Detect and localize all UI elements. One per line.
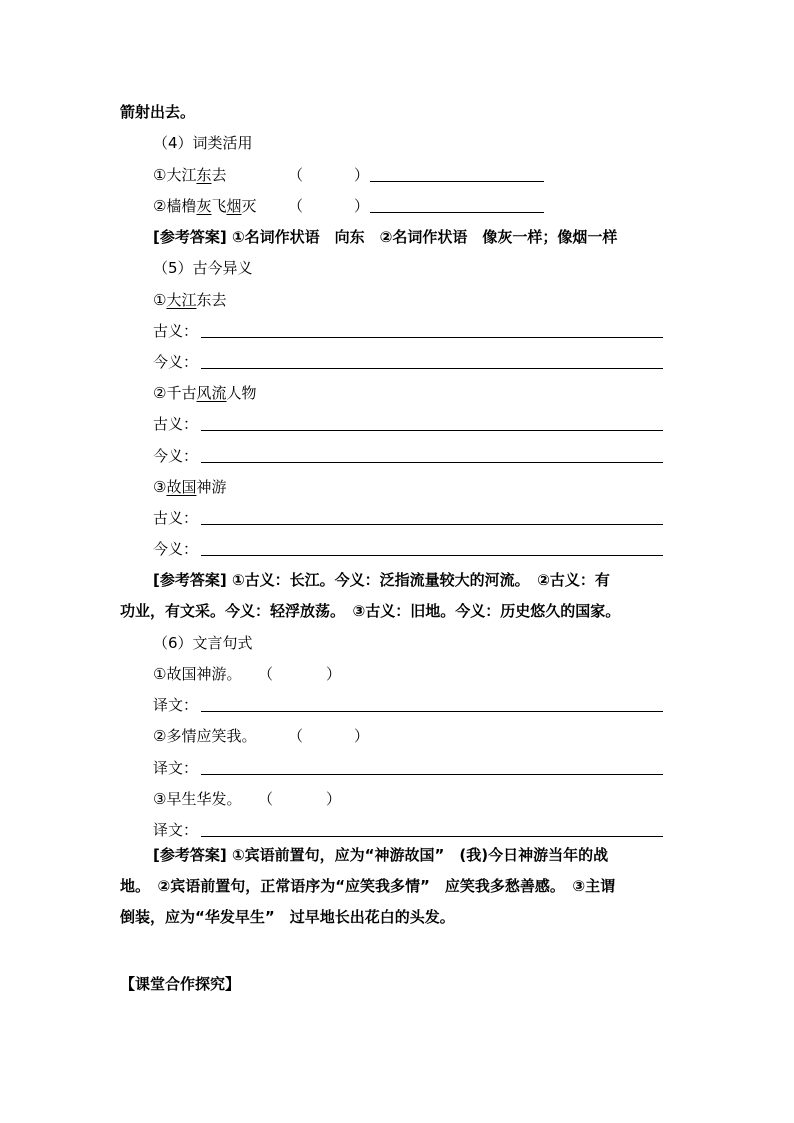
s4-q1-post: 去 bbox=[211, 166, 227, 184]
s5-q1-gu-line[interactable] bbox=[201, 337, 663, 338]
s6-answer-text-1: ①宾语前置句，应为“神游故国” (我)今日神游当年的战 bbox=[231, 846, 609, 864]
s5-q2-key: 风流 bbox=[196, 384, 227, 402]
s4-q1-num: ① bbox=[153, 166, 167, 184]
s4-answer-tag: [参考答案] bbox=[153, 228, 227, 246]
s5-q2-jin-line[interactable] bbox=[201, 462, 663, 463]
s5-q1-post: 东去 bbox=[196, 291, 227, 309]
s5-q3-gu-label: 古义： bbox=[153, 509, 199, 527]
s4-q2-key2: 烟 bbox=[226, 197, 242, 215]
s5-q1-jin-label: 今义： bbox=[153, 353, 199, 371]
s5-q3-key: 故国 bbox=[166, 478, 197, 496]
s4-q1-answer-line[interactable] bbox=[370, 181, 544, 182]
s6-q3-paren-close: ） bbox=[326, 790, 342, 808]
s4-q2-paren-close: ） bbox=[354, 197, 370, 215]
s5-heading: （5）古今异义 bbox=[153, 259, 253, 277]
s4-q1-pre: 大江 bbox=[166, 166, 197, 184]
s4-q2-num: ② bbox=[153, 197, 167, 215]
s5-q2-post: 人物 bbox=[226, 384, 257, 402]
s6-q3-paren-open: （ bbox=[258, 790, 274, 808]
s6-q2-paren-close: ） bbox=[354, 727, 370, 745]
s5-question-2 bbox=[153, 383, 257, 403]
section-title: 【课堂合作探究】 bbox=[120, 975, 241, 993]
s6-q2-yi-line[interactable] bbox=[201, 774, 663, 775]
s5-q2-pre: 千古 bbox=[166, 384, 197, 402]
s6-q1-paren-close: ） bbox=[326, 665, 342, 683]
s6-q2-yi-label: 译文： bbox=[153, 759, 199, 777]
s6-q3-yi-label: 译文： bbox=[153, 821, 199, 839]
s6-answer-line-3: 倒装，应为“华发早生” 过早地长出花白的头发。 bbox=[120, 908, 455, 926]
s4-answer-text: ①名词作状语 向东 ②名词作状语 像灰一样；像烟一样 bbox=[231, 228, 618, 246]
s4-answer bbox=[153, 227, 617, 247]
s4-q2-key1: 灰 bbox=[196, 197, 212, 215]
s5-q3-post: 神游 bbox=[196, 478, 227, 496]
s5-q1-num: ① bbox=[153, 291, 167, 309]
s6-q1-yi-label: 译文： bbox=[153, 696, 199, 714]
s6-question-3: ③早生华发。 bbox=[153, 790, 242, 808]
s4-q1-paren-close: ） bbox=[354, 166, 370, 184]
s5-question-3 bbox=[153, 477, 226, 497]
s6-heading: （6）文言句式 bbox=[153, 634, 253, 652]
s6-answer-line-1 bbox=[153, 845, 608, 865]
s5-q1-jin-line[interactable] bbox=[201, 368, 663, 369]
s4-q2-pre: 樯橹 bbox=[166, 197, 197, 215]
s5-q1-key: 大江 bbox=[166, 291, 197, 309]
s5-q2-gu-line[interactable] bbox=[201, 430, 663, 431]
s4-q1-key: 东 bbox=[196, 166, 212, 184]
s6-q3-yi-line[interactable] bbox=[201, 836, 663, 837]
s4-question-2 bbox=[153, 196, 257, 216]
s4-q2-post: 灭 bbox=[241, 197, 257, 215]
s5-q3-jin-label: 今义： bbox=[153, 540, 199, 558]
s5-q3-num: ③ bbox=[153, 478, 167, 496]
carryover-text: 箭射出去。 bbox=[120, 103, 196, 121]
s5-answer-line-2: 功业，有文采。今义：轻浮放荡。 ③古义：旧地。今义：历史悠久的国家。 bbox=[120, 602, 621, 620]
s6-q1-yi-line[interactable] bbox=[201, 711, 663, 712]
s4-q2-mid: 飞 bbox=[211, 197, 227, 215]
s5-q2-gu-label: 古义： bbox=[153, 415, 199, 433]
s5-q3-gu-line[interactable] bbox=[201, 524, 663, 525]
s4-question-1 bbox=[153, 165, 227, 185]
s4-q2-answer-line[interactable] bbox=[370, 212, 544, 213]
s5-q3-jin-line[interactable] bbox=[201, 555, 663, 556]
s6-answer-line-2: 地。 ②宾语前置句，正常语序为“应笑我多情” 应笑我多愁善感。 ③主谓 bbox=[120, 877, 616, 895]
s5-q2-num: ② bbox=[153, 384, 167, 402]
s6-question-1: ①故国神游。 bbox=[153, 665, 242, 683]
s5-q2-jin-label: 今义： bbox=[153, 447, 199, 465]
s5-answer-text-1: ①古义：长江。今义：泛指流量较大的河流。 ②古义：有 bbox=[231, 571, 610, 589]
s4-heading: （4）词类活用 bbox=[153, 134, 253, 152]
s5-question-1 bbox=[153, 290, 226, 310]
s4-q1-paren-open: （ bbox=[288, 166, 304, 184]
s6-question-2: ②多情应笑我。 bbox=[153, 727, 257, 745]
s4-q2-paren-open: （ bbox=[288, 197, 304, 215]
s6-q1-paren-open: （ bbox=[258, 665, 274, 683]
s6-q2-paren-open: （ bbox=[288, 727, 304, 745]
s5-q1-gu-label: 古义： bbox=[153, 322, 199, 340]
s6-answer-tag: [参考答案] bbox=[153, 846, 227, 864]
s5-answer-tag: [参考答案] bbox=[153, 571, 227, 589]
s5-answer-line-1 bbox=[153, 570, 610, 590]
